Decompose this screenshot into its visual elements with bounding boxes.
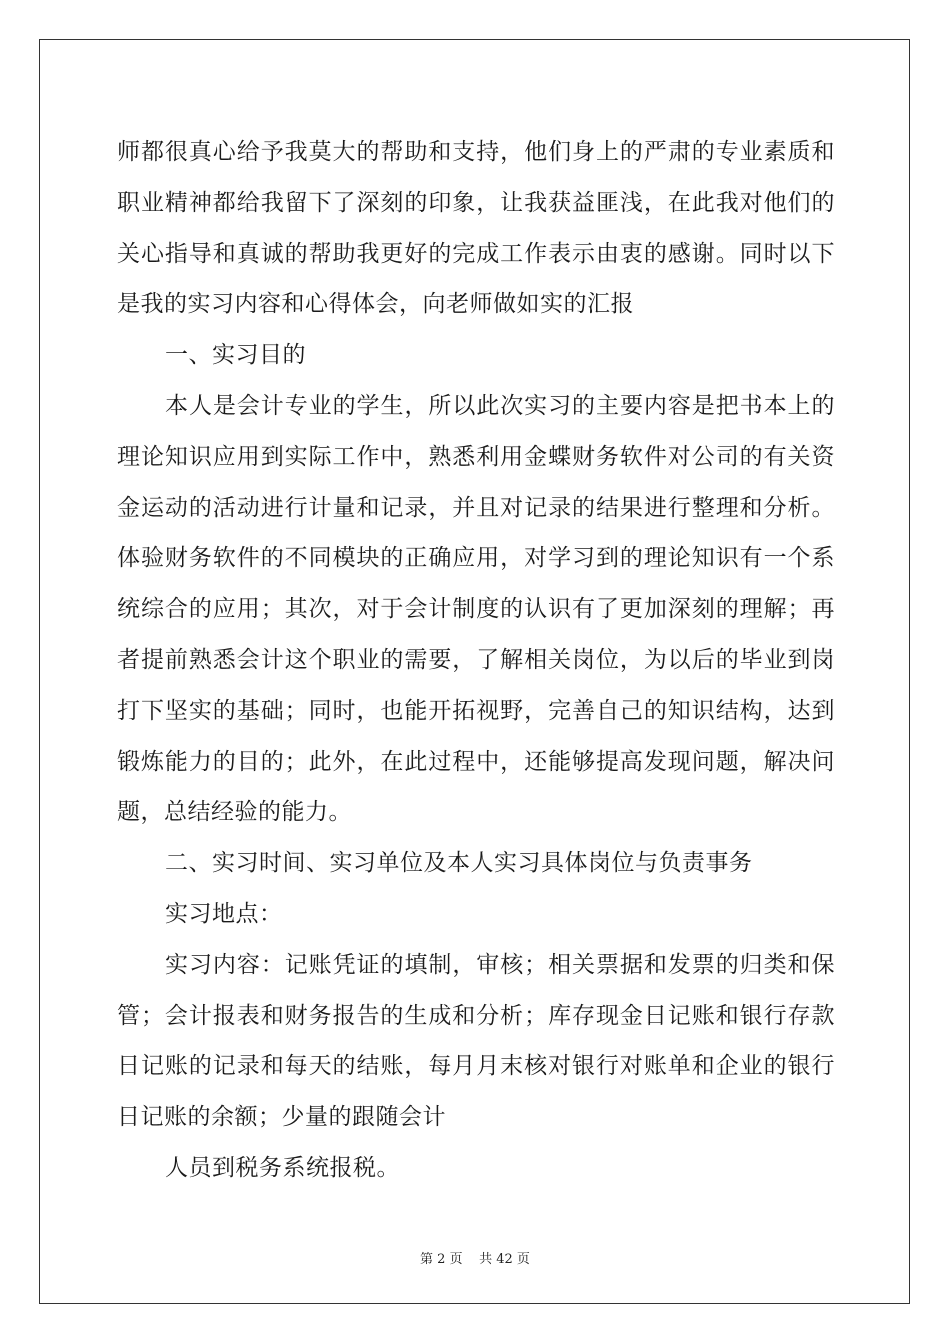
heading-section-2: 二、实习时间、实习单位及本人实习具体岗位与负责事务 [165,850,753,877]
page-footer [0,1248,950,1267]
paragraph-location: 实习地点： [165,900,283,927]
heading-section-1: 一、实习目的 [165,342,306,369]
document-body [117,127,835,1194]
paragraph-intro: 师都很真心给予我莫大的帮助和支持，他们身上的严肃的专业素质和职业精神都给我留下了深刻的印象，让我获益匪浅，在此我对他们的关心指导和真诚的帮助我更好的完成工作表示由衷的感谢。同时以下是我的实习内容和心得体会，向老师做如实的汇报 [117,139,835,318]
paragraph-content: 实习内容：记账凭证的填制，审核；相关票据和发票的归类和保管；会计报表和财务报告的生成和分析；库存现金日记账和银行存款日记账的记录和每天的结账，每月月末核对银行对账单和企业的银行日记账的余额；少量的跟随会计 [117,951,835,1131]
page-number: 第 2 页 [420,1252,463,1267]
paragraph-tax: 人员到税务系统报税。 [165,1154,400,1181]
page-total: 共 42 页 [479,1252,530,1267]
paragraph-purpose: 本人是会计专业的学生，所以此次实习的主要内容是把书本上的理论知识应用到实际工作中，熟悉利用金蝶财务软件对公司的有关资金运动的活动进行计量和记录，并且对记录的结果进行整理和分析。体验财务软件的不同模块的正确应用，对学习到的理论知识有一个系统综合的应用；其次，对于会计制度的认识有了更加深刻的理解；再者提前熟悉会计这个职业的需要，了解相关岗位，为以后的毕业到岗打下坚实的基础；同时，也能开拓视野，完善自己的知识结构，达到锻炼能力的目的；此外，在此过程中，还能够提高发现问题，解决问题，总结经验的能力。 [117,392,835,826]
